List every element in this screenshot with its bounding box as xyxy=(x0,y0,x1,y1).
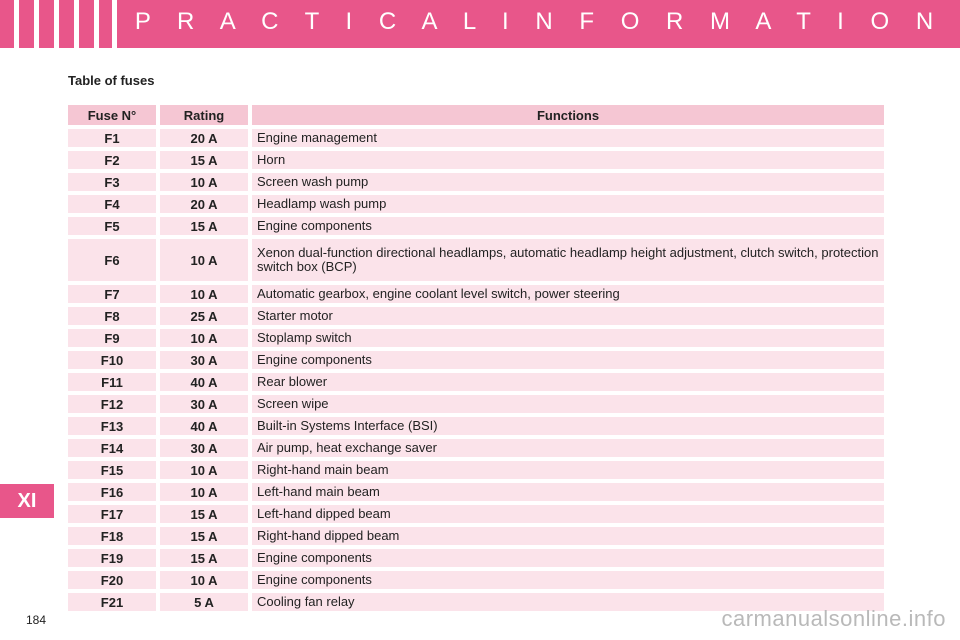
header-stripe xyxy=(54,0,59,48)
rating-cell: 40 A xyxy=(160,417,248,435)
column-header-fuse: Fuse N° xyxy=(68,105,156,125)
rating-cell: 30 A xyxy=(160,439,248,457)
header-stripe xyxy=(94,0,99,48)
function-cell: Engine components xyxy=(252,217,884,235)
rating-cell: 30 A xyxy=(160,395,248,413)
fuse-cell: F19 xyxy=(68,549,156,567)
fuse-cell: F1 xyxy=(68,129,156,147)
function-cell: Right-hand dipped beam xyxy=(252,527,884,545)
function-cell: Automatic gearbox, engine coolant level switch, power steering xyxy=(252,285,884,303)
table-row xyxy=(68,461,884,479)
function-cell: Rear blower xyxy=(252,373,884,391)
rating-cell: 20 A xyxy=(160,195,248,213)
fuse-cell: F21 xyxy=(68,593,156,611)
fuse-cell: F3 xyxy=(68,173,156,191)
table-row xyxy=(68,285,884,303)
function-cell: Air pump, heat exchange saver xyxy=(252,439,884,457)
table-row xyxy=(68,505,884,523)
fuse-cell: F11 xyxy=(68,373,156,391)
rating-cell: 30 A xyxy=(160,351,248,369)
function-cell: Engine components xyxy=(252,549,884,567)
fuse-cell: F17 xyxy=(68,505,156,523)
table-row xyxy=(68,239,884,281)
table-row xyxy=(68,483,884,501)
fuse-table xyxy=(64,101,888,615)
section-title: Table of fuses xyxy=(68,73,155,88)
rating-cell: 15 A xyxy=(160,549,248,567)
fuse-cell: F12 xyxy=(68,395,156,413)
fuse-cell: F9 xyxy=(68,329,156,347)
fuse-cell: F14 xyxy=(68,439,156,457)
fuse-cell: F4 xyxy=(68,195,156,213)
function-cell: Screen wipe xyxy=(252,395,884,413)
rating-cell: 5 A xyxy=(160,593,248,611)
table-row xyxy=(68,417,884,435)
page-title: P R A C T I C A L I N F O R M A T I O N xyxy=(134,8,944,35)
function-cell: Left-hand main beam xyxy=(252,483,884,501)
function-cell: Xenon dual-function directional headlamps, automatic headlamp height adjustment, clutch switch, protection switch box (BCP) xyxy=(252,239,884,281)
table-row xyxy=(68,571,884,589)
column-header-rating: Rating xyxy=(160,105,248,125)
function-cell: Engine components xyxy=(252,351,884,369)
column-header-functions: Functions xyxy=(252,105,884,125)
table-row xyxy=(68,373,884,391)
table-row xyxy=(68,351,884,369)
function-cell: Left-hand dipped beam xyxy=(252,505,884,523)
rating-cell: 20 A xyxy=(160,129,248,147)
table-row xyxy=(68,151,884,169)
rating-cell: 10 A xyxy=(160,239,248,281)
fuse-cell: F16 xyxy=(68,483,156,501)
rating-cell: 10 A xyxy=(160,571,248,589)
table-row xyxy=(68,527,884,545)
function-cell: Engine management xyxy=(252,129,884,147)
header-stripe xyxy=(74,0,79,48)
function-cell: Engine components xyxy=(252,571,884,589)
page-header xyxy=(0,0,960,48)
rating-cell: 10 A xyxy=(160,173,248,191)
function-cell: Right-hand main beam xyxy=(252,461,884,479)
header-stripe xyxy=(34,0,39,48)
function-cell: Screen wash pump xyxy=(252,173,884,191)
table-row xyxy=(68,549,884,567)
table-row xyxy=(68,395,884,413)
fuse-cell: F20 xyxy=(68,571,156,589)
header-stripe xyxy=(14,0,19,48)
rating-cell: 25 A xyxy=(160,307,248,325)
table-row xyxy=(68,307,884,325)
table-row xyxy=(68,195,884,213)
fuse-cell: F18 xyxy=(68,527,156,545)
fuse-cell: F13 xyxy=(68,417,156,435)
table-row xyxy=(68,217,884,235)
rating-cell: 10 A xyxy=(160,285,248,303)
table-row xyxy=(68,439,884,457)
chapter-tab[interactable]: XI xyxy=(0,484,54,518)
function-cell: Horn xyxy=(252,151,884,169)
rating-cell: 15 A xyxy=(160,151,248,169)
fuse-cell: F7 xyxy=(68,285,156,303)
table-row xyxy=(68,129,884,147)
function-cell: Cooling fan relay xyxy=(252,593,884,611)
fuse-cell: F15 xyxy=(68,461,156,479)
table-row xyxy=(68,173,884,191)
rating-cell: 15 A xyxy=(160,505,248,523)
table-header-row xyxy=(68,105,884,125)
fuse-cell: F8 xyxy=(68,307,156,325)
page-number: 184 xyxy=(26,613,47,627)
table-body xyxy=(68,129,884,611)
fuse-cell: F5 xyxy=(68,217,156,235)
header-stripe xyxy=(112,0,117,48)
rating-cell: 15 A xyxy=(160,217,248,235)
fuse-cell: F2 xyxy=(68,151,156,169)
rating-cell: 10 A xyxy=(160,461,248,479)
rating-cell: 15 A xyxy=(160,527,248,545)
rating-cell: 10 A xyxy=(160,483,248,501)
function-cell: Built-in Systems Interface (BSI) xyxy=(252,417,884,435)
fuse-cell: F10 xyxy=(68,351,156,369)
function-cell: Stoplamp switch xyxy=(252,329,884,347)
rating-cell: 10 A xyxy=(160,329,248,347)
watermark-text: carmanualsonline.info xyxy=(721,606,946,631)
function-cell: Headlamp wash pump xyxy=(252,195,884,213)
rating-cell: 40 A xyxy=(160,373,248,391)
table-row xyxy=(68,329,884,347)
function-cell: Starter motor xyxy=(252,307,884,325)
fuse-cell: F6 xyxy=(68,239,156,281)
